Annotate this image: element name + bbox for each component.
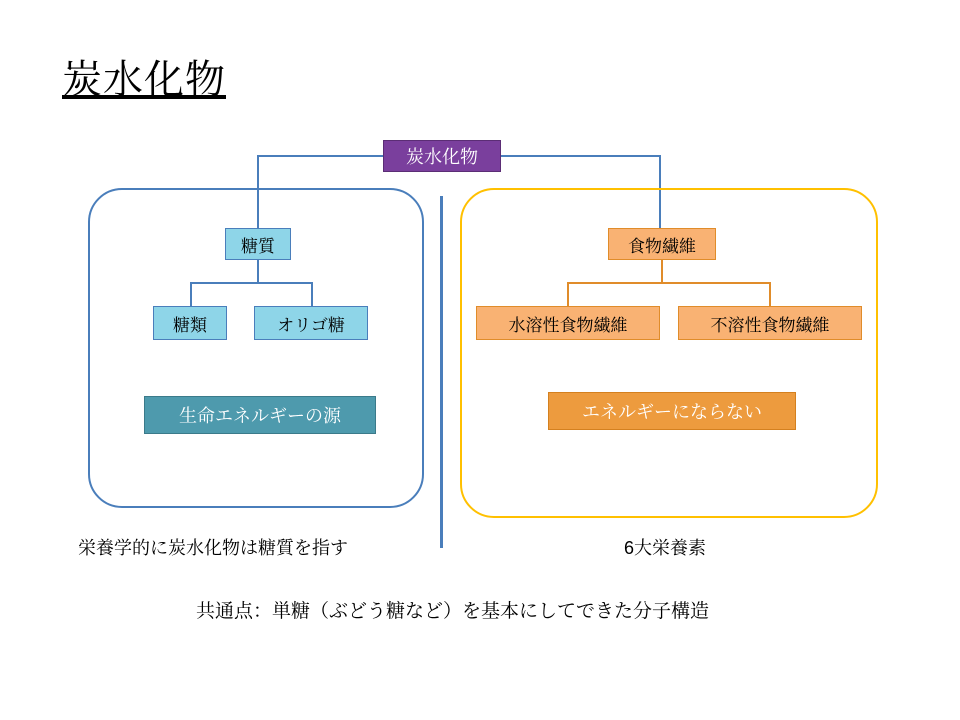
node-sugars [153,306,227,340]
node-no-energy-label: エネルギーにならない [582,402,762,422]
node-carbohydrate-root [383,140,501,172]
connector-fiber-down [661,260,663,282]
node-insoluble-fiber-label: 不溶性食物繊維 [710,315,830,335]
node-carbohydrate-root-label: 炭水化物 [406,147,478,167]
caption-left-group: 栄養学的に炭水化物は糖質を指す [78,538,348,558]
node-dietary-fiber [608,228,716,260]
connector-sugar-to-oligo [311,282,313,306]
connector-fiber-to-soluble [567,282,569,306]
connector-sugar-down [257,260,259,282]
node-life-energy-source-label: 生命エネルギーの源 [179,406,341,426]
node-dietary-fiber-label: 食物繊維 [628,236,696,256]
node-oligosaccharide [254,306,368,340]
connector-fiber-split [567,282,771,284]
connector-sugar-to-sugars [190,282,192,306]
node-insoluble-fiber [678,306,862,340]
caption-right-group: 6大栄養素 [624,538,707,558]
connector-fiber-to-insoluble [769,282,771,306]
connector-root-to-left [257,155,383,157]
node-soluble-fiber-label: 水溶性食物繊維 [508,315,628,335]
node-sugar-quality [225,228,291,260]
node-soluble-fiber [476,306,660,340]
node-no-energy [548,392,796,430]
page-title: 炭水化物 [62,58,226,102]
node-sugar-quality-label: 糖質 [241,236,275,256]
connector-sugar-split [190,282,312,284]
node-life-energy-source [144,396,376,434]
node-oligosaccharide-label: オリゴ糖 [277,315,345,335]
group-divider [440,196,443,548]
node-sugars-label: 糖類 [173,315,207,335]
connector-root-to-right [501,155,661,157]
caption-footer: 共通点：単糖（ぶどう糖など）を基本にしてできた分子構造 [196,601,710,622]
